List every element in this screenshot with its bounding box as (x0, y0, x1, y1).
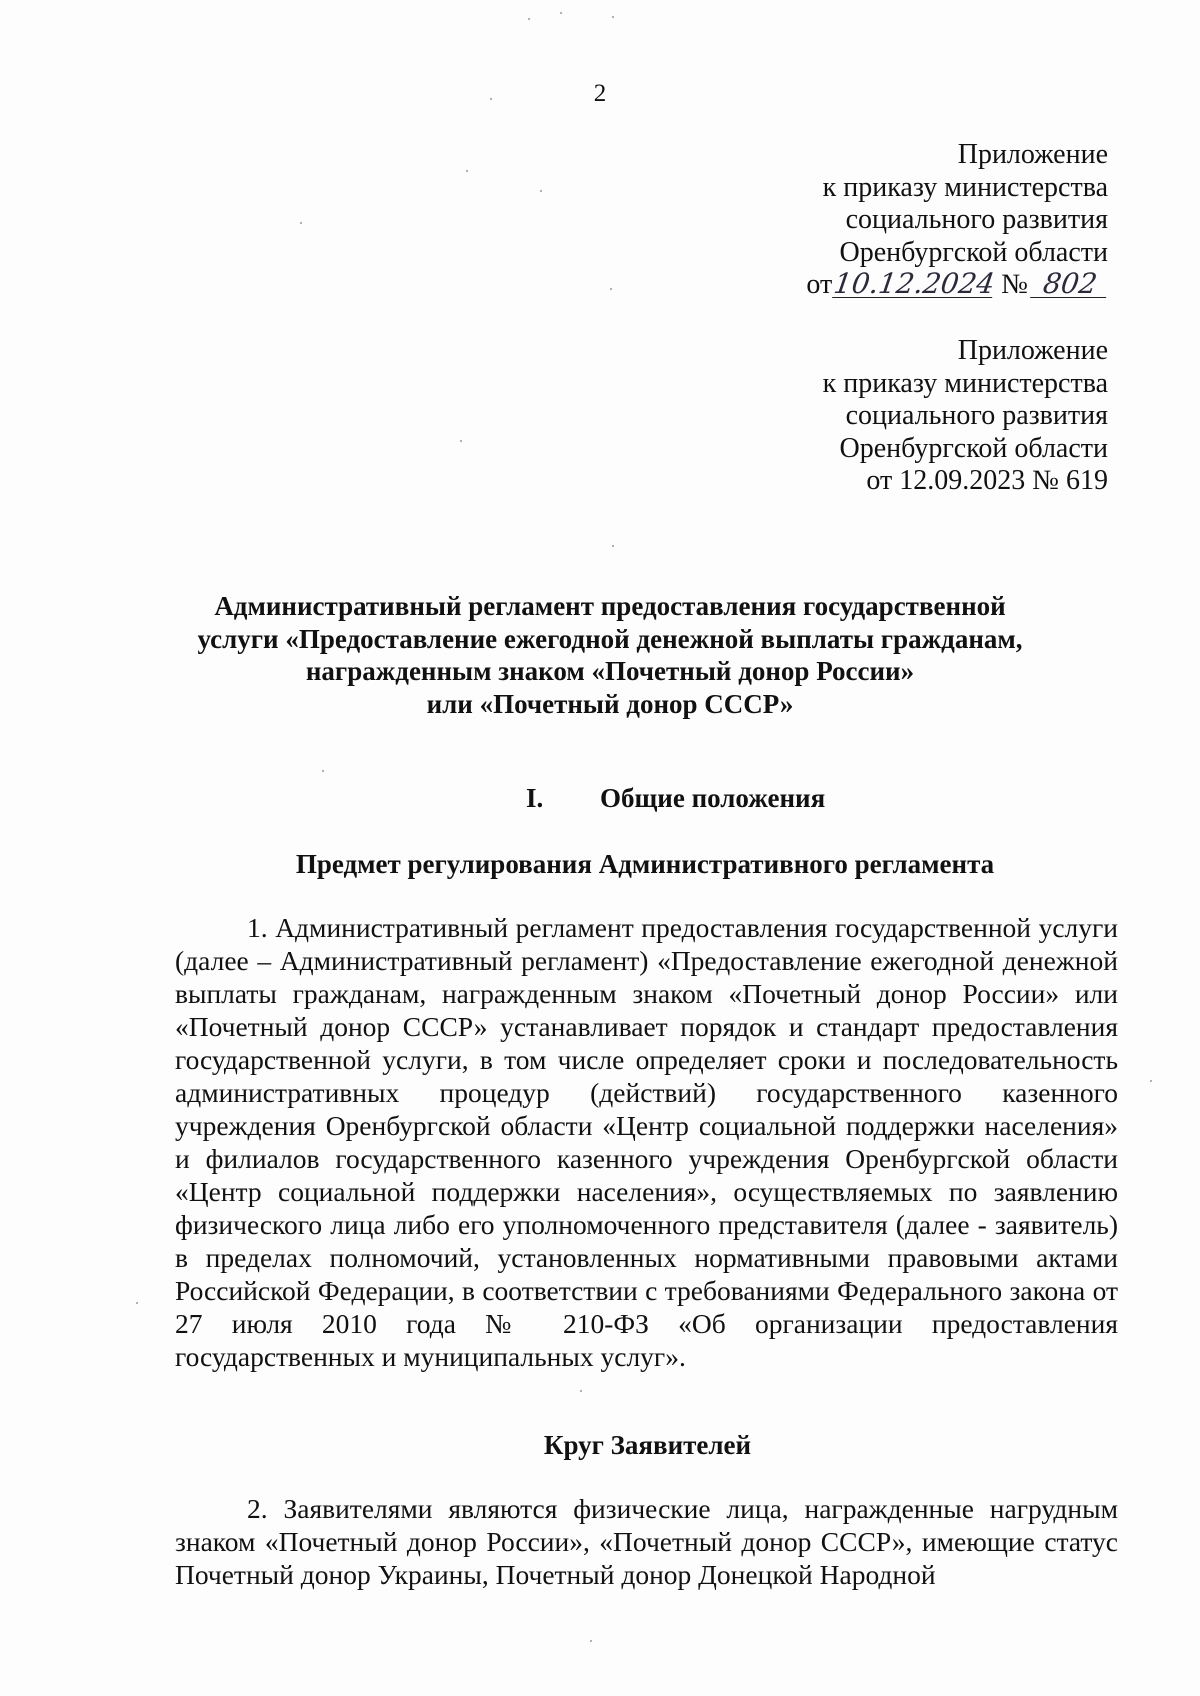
appendix-ministry: социального развития (845, 400, 1108, 431)
appendix-region: Оренбургской области (839, 432, 1108, 464)
handwritten-date: 10.12.2024 (832, 267, 998, 300)
subsection-heading: Предмет регулирования Административного регламента (295, 849, 995, 879)
appendix-order-line (806, 269, 1108, 302)
title-line: награжденным знаком «Почетный донор России» (305, 656, 915, 686)
document-title (140, 590, 1080, 720)
appendix-label: Приложение (957, 335, 1108, 366)
appendix-label: Приложение (957, 139, 1108, 170)
handwritten-number: 802 (1030, 271, 1110, 298)
paragraph: 1. Административный регламент предоставления государственной услуги (далее – Административный регламент) «Предоставление ежегодной денежной выплаты гражданам, награжденным знаком «Почетный донор России» или «Почетный донор СССР» устанавливает порядок и стандарт предоставления государственной услуги, в том числе определяет сроки и последовательность административных процедур (действий) государственного казенного учреждения Оренбургской области «Центр социальной поддержки населения» и филиалов государственного казенного учреждения Оренбургской области «Центр социальной поддержки населения», осуществляемых по заявлению физического лица либо его уполномоченного представителя (далее - заявитель) в пределах полномочий, установленных нормативными правовыми актами Российской Федерации, в соответствии с требованиями Федерального закона от 27 июля 2010 года № 210-ФЗ «Об организации предоставления государственных и муниципальных услуг». (175, 912, 1118, 1372)
title-line: Административный регламент предоставления государственной (214, 591, 1006, 621)
appendix-header-old (823, 335, 1108, 498)
section-number: I. (526, 783, 544, 813)
subsection-heading: Круг Заявителей (543, 1430, 752, 1460)
appendix-order-date: от 12.09.2023 № 619 (866, 465, 1108, 496)
appendix-region: Оренбургской области (839, 236, 1108, 268)
appendix-ministry: социального развития (845, 204, 1108, 235)
date-prefix: от (806, 269, 833, 300)
appendix-order-ref: к приказу министерства (822, 171, 1108, 203)
paragraph: 2. Заявителями являются физические лица, награжденные нагрудным знаком «Почетный донор России», «Почетный донор СССР», имеющие статус Почетный донор Украины, Почетный донор Донецкой Народной (175, 1493, 1118, 1590)
title-line: или «Почетный донор СССР» (426, 688, 794, 719)
number-prefix: № (1001, 269, 1028, 300)
section-title: Общие положения (600, 783, 826, 813)
appendix-order-ref: к приказу министерства (822, 367, 1108, 399)
page-number: 2 (593, 80, 607, 107)
appendix-header-new (806, 139, 1108, 302)
title-line: услуги «Предоставление ежегодной денежной выплаты гражданам, (197, 623, 1023, 654)
